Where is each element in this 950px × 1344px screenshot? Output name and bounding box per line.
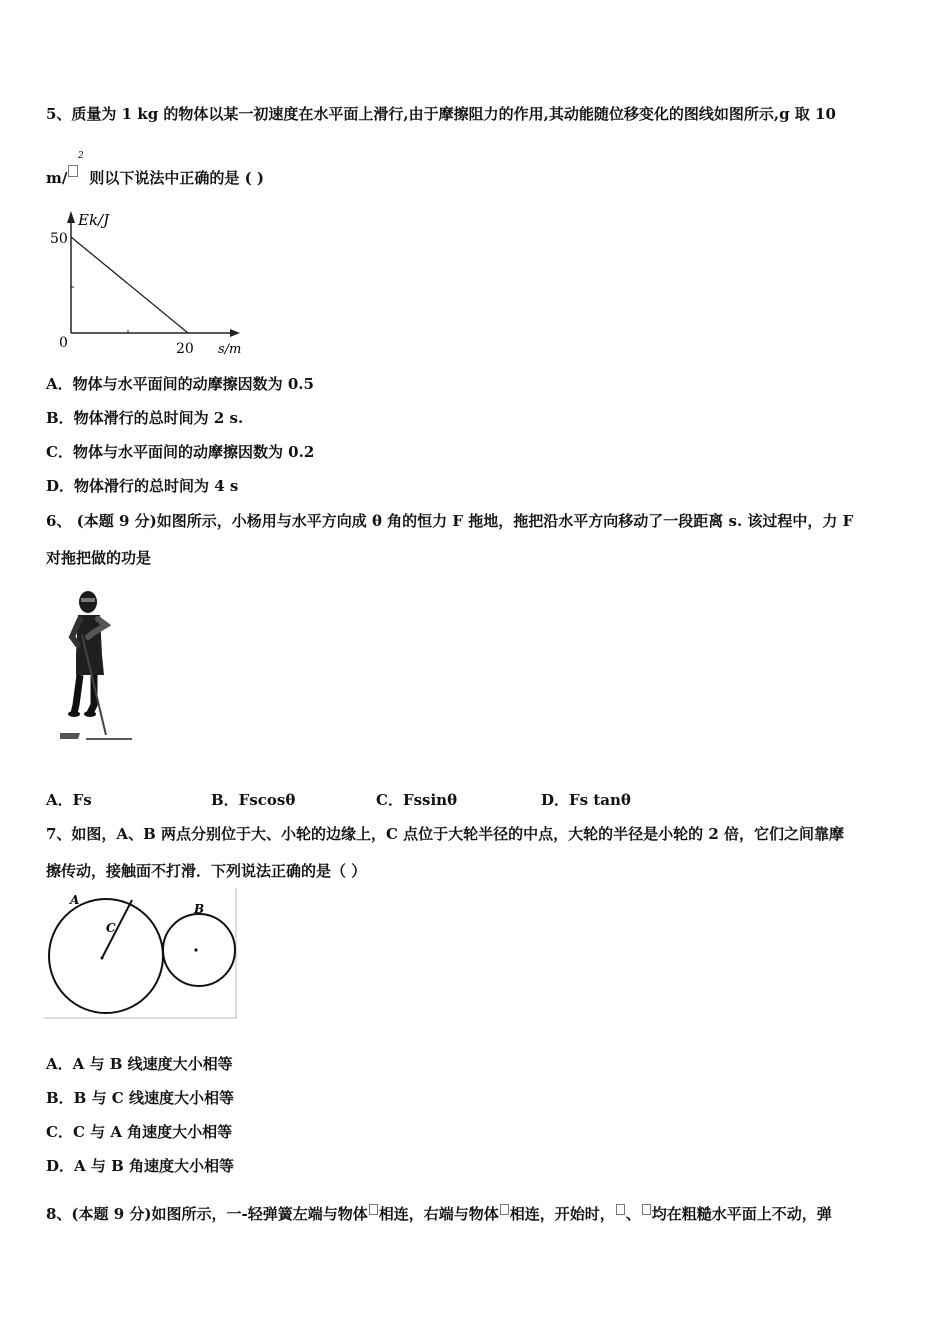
missing-glyph-box (369, 1204, 378, 1215)
q5-unit-prefix: m/ (46, 169, 68, 187)
ek-data-line (71, 237, 188, 333)
q5-option-a: A．物体与水平面间的动摩擦因数为 0.5 (46, 375, 314, 393)
q6-option-c: C．Fssinθ (376, 791, 458, 809)
q8-text-4: 、 (625, 1205, 641, 1223)
point-a-label: A (70, 893, 80, 907)
large-wheel-center (101, 957, 104, 960)
small-wheel-center (194, 948, 197, 951)
missing-glyph-box (616, 1204, 625, 1215)
q6-stem-line1: 6、 (本题 9 分)如图所示，小杨用与水平方向成 θ 角的恒力 F 拖地，拖把沿水平方向移动了一段距离 s. 该过程中，力 F (46, 512, 854, 530)
q5-unit-superscript: 2 (78, 151, 84, 161)
person-shoe-right (84, 711, 96, 717)
q7-option-a: A．A 与 B 线速度大小相等 (46, 1055, 233, 1073)
q7-stem-line1: 7、如图，A、B 两点分别位于大、小轮的边缘上，C 点位于大轮半径的中点，大轮的半径是小轮的 2 倍，它们之间靠摩 (46, 825, 845, 843)
q8-text-1: 8、(本题 9 分)如图所示，一-轻弹簧左端与物体 (46, 1205, 368, 1223)
x-axis-label: s/m (218, 342, 242, 357)
q6-option-d: D．Fs tanθ (541, 791, 631, 809)
q8-stem-line1 (46, 1203, 832, 1224)
q7-option-b: B．B 与 C 线速度大小相等 (46, 1089, 234, 1107)
q5-stem-line2 (46, 165, 264, 188)
x-axis-arrow (230, 329, 240, 337)
x-tick-label: 20 (176, 341, 194, 357)
person-leg-left (74, 675, 80, 713)
person-glasses (81, 598, 95, 602)
point-b-label: B (194, 902, 205, 916)
q8-text-3: 相连，开始时， (509, 1205, 615, 1223)
friction-wheels-figure (44, 888, 239, 1021)
q7-stem-line2: 擦传动，接触面不打滑．下列说法正确的是（ ） (46, 862, 367, 880)
ek-s-graph (40, 205, 260, 360)
q7-option-c: C．C 与 A 角速度大小相等 (46, 1123, 233, 1141)
origin-label: 0 (59, 335, 68, 351)
q5-stem-line1: 5、质量为 1 kg 的物体以某一初速度在水平面上滑行,由于摩擦阻力的作用,其动能随位移变化的图线如图所示,g 取 10 (46, 105, 836, 123)
missing-glyph-box (642, 1204, 651, 1215)
q6-option-b: B．Fscosθ (211, 791, 296, 809)
q5-option-d: D．物体滑行的总时间为 4 s (46, 477, 239, 495)
q5-option-b: B．物体滑行的总时间为 2 s. (46, 409, 244, 427)
q5-stem-question: 则以下说法中正确的是 ( ) (89, 169, 264, 187)
small-wheel (163, 914, 235, 986)
q6-stem-line2: 对拖把做的功是 (46, 549, 152, 567)
q6-option-a: A．Fs (46, 791, 92, 809)
person-mopping-illustration (60, 585, 140, 750)
mop-head (60, 733, 80, 739)
y-tick-label: 50 (50, 231, 68, 247)
missing-glyph-box (68, 165, 78, 177)
q7-option-d: D．A 与 B 角速度大小相等 (46, 1157, 234, 1175)
y-axis-label: Ek/J (78, 211, 110, 229)
q5-option-c: C．物体与水平面间的动摩擦因数为 0.2 (46, 443, 315, 461)
large-wheel (49, 899, 163, 1013)
missing-glyph-box (500, 1204, 509, 1215)
point-c-label: C (106, 921, 116, 935)
q8-text-5: 均在粗糙水平面上不动，弹 (651, 1205, 832, 1223)
q8-text-2: 相连，右端与物体 (378, 1205, 499, 1223)
person-shoe-left (68, 711, 80, 717)
y-axis-arrow (67, 211, 75, 223)
